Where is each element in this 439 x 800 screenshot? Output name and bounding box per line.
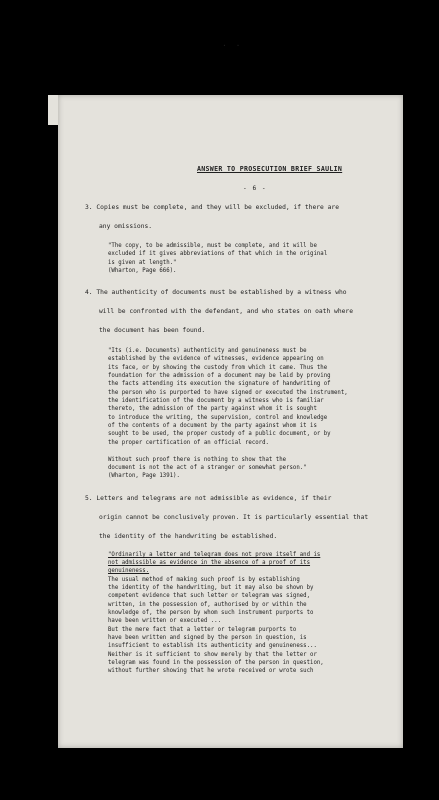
body-line: without further showing that he wrote received or wrote such — [108, 668, 314, 674]
body-line: written, in the possession of, authorised by or within the — [108, 602, 307, 608]
body-line: (Wharton, Page 1391). — [108, 473, 180, 479]
body-line: competent evidence that such letter or telegram was signed, — [108, 593, 311, 599]
body-line: (Wharton, Page 666). — [108, 268, 177, 274]
body-line: excluded if it gives abbreviations of that which in the original — [108, 251, 328, 257]
body-line: document is not the act of a stranger or somewhat person." — [108, 465, 307, 471]
body-line: genuineness. — [108, 568, 150, 574]
body-line: insufficient to establish its authenticity and genuineness... — [108, 643, 317, 649]
body-line: the person who is purported to have signed or executed the instrument, — [108, 390, 348, 396]
body-line: the identification of the document by a witness who is familiar — [108, 398, 324, 404]
body-line: any omissions. — [99, 223, 153, 230]
body-line: established by the evidence of witnesses, evidence appearing on — [108, 356, 324, 362]
body-line: "The copy, to be admissible, must be complete, and it will be — [108, 243, 317, 249]
body-line: the proper certification of an official record. — [108, 440, 269, 446]
body-line: Without such proof there is nothing to show that the — [108, 457, 287, 463]
body-line: But the mere fact that a letter or telegram purports to — [108, 627, 297, 633]
body-line: will be confronted with the defendant, and who states on oath where — [99, 308, 354, 315]
body-line: not admissible as evidence in the absence of a proof of its — [108, 560, 311, 566]
body-line: Neither is it sufficient to show merely by that the letter or — [108, 652, 317, 658]
body-line: the facts attending its execution the signature of handwriting of — [108, 381, 331, 387]
body-line: is given at length." — [108, 260, 177, 266]
body-line: origin cannot be conclusively proven. It is particularly essential that — [99, 514, 369, 521]
body-line: 5. Letters and telegrams are not admissible as evidence, if their — [85, 495, 332, 502]
body-line: knowledge of, the person by whom such instrument purports to — [108, 610, 314, 616]
body-line: its face, or by showing the custody from which it came. Thus the — [108, 365, 328, 371]
body-line: The usual method of making such proof is by establishing — [108, 577, 300, 583]
body-line: the identity of the handwriting be established. — [99, 533, 278, 540]
body-line: 4. The authenticity of documents must be established by a witness who — [85, 289, 347, 296]
body-line: foundation for the admission of a document may be laid by proving — [108, 373, 331, 379]
body-line: "Ordinarily a letter and telegram does not prove itself and is — [108, 552, 321, 558]
page-number: - 6 - — [243, 185, 267, 192]
body-line: of the contents of a document by the party against whom it is — [108, 423, 317, 429]
body-line: sought to be used, the proper custody of a public document, or by — [108, 431, 331, 437]
body-line: "Its (i.e. Documents) authenticity and genuineness must be — [108, 348, 307, 354]
body-line: have been written and signed by the person in question, is — [108, 635, 307, 641]
document-header-title: ANSWER TO PROSECUTION BRIEF SAULIN — [197, 165, 343, 173]
body-line: telegram was found in the possession of the person in question, — [108, 660, 324, 666]
body-line: 3. Copies must be complete, and they will be excluded, if there are — [85, 204, 340, 211]
body-line: thereto, the admission of the party against whom it is sought — [108, 406, 317, 412]
body-line: the document has been found. — [99, 327, 206, 334]
body-line: the identity of the handwriting, but it may also be shown by — [108, 585, 314, 591]
margin-mark: · · — [222, 41, 243, 50]
body-line: to introduce the writing, the supervision, control and knowledge — [108, 415, 328, 421]
body-line: have been written or executed ... — [108, 618, 221, 624]
